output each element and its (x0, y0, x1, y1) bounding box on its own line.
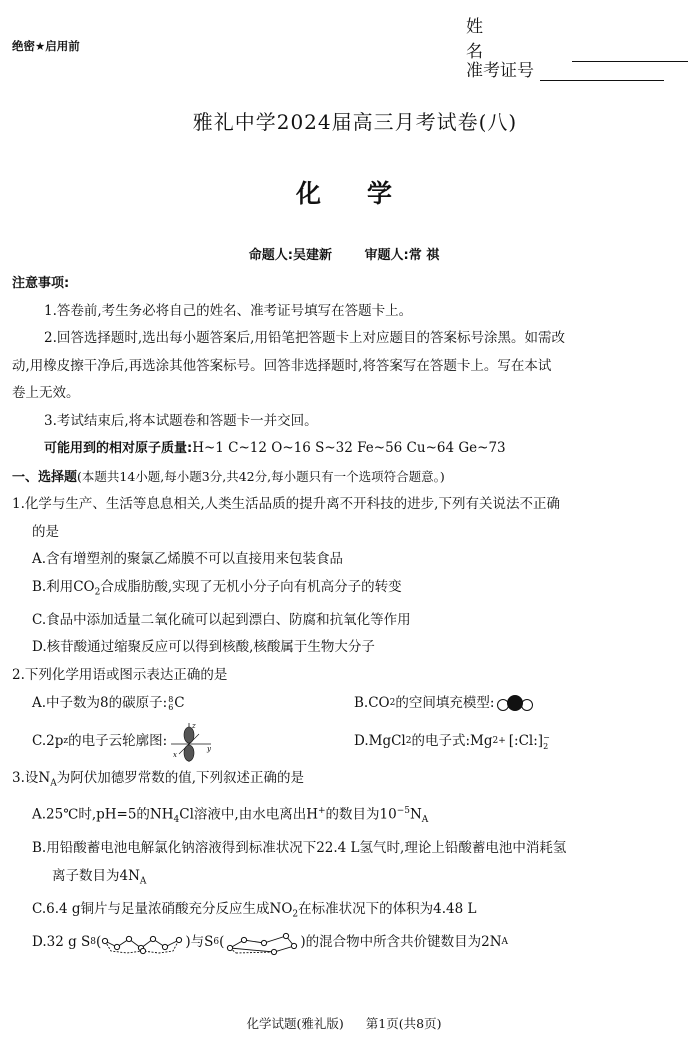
exam-id-label: 准考证号 (466, 61, 534, 81)
student-name-row (466, 12, 688, 62)
footer-page: 第1页(共8页) (365, 1016, 442, 1031)
q1-stem-a: 1.化学与生产、生活等息息相关,人类生活品质的提升离不开科技的进步,下列有关说法不正确 (12, 496, 560, 512)
notice-item-1: 1.答卷前,考生务必将自己的姓名、准考证号填写在答题卡上。 (44, 302, 413, 319)
exam-id-blank (540, 60, 664, 81)
q1-stem-b: 的是 (32, 523, 59, 540)
section-heading (12, 463, 676, 492)
s6-ring-structure (224, 930, 300, 956)
exam-id-row (466, 56, 664, 81)
notice-item-2c: 卷上无效。 (12, 385, 80, 401)
q2-option-c: C.2p z 的电子云轮廓图: z x y (32, 719, 354, 765)
name-label: 姓 名 (466, 17, 505, 62)
nuclide-indices: 8 6 (168, 695, 174, 713)
co2-space-filling-model (494, 694, 536, 714)
q2-option-d: D.MgCl 2 的电子式:Mg 2+ [:Cl:] − 2 (354, 733, 550, 752)
q1-option-d: D.核苷酸通过缩聚反应可以得到核酸,核酸属于生物大分子 (32, 639, 375, 656)
exam-title: 雅礼中学2024届高三月考试卷(八) (192, 110, 518, 134)
notice-item-3: 3.考试结束后,将本试题卷和答题卡一并交回。 (44, 412, 318, 429)
section-note: (本题共14小题,每小题3分,共42分,每小题只有一个选项符合题意。) (77, 468, 445, 484)
s8-ring-structure (101, 931, 185, 955)
q1-option-c: C.食品中添加适量二氧化硫可以起到漂白、防腐和抗氧化等作用 (32, 611, 411, 628)
setter: 命题人:吴建新 (248, 248, 332, 263)
confidential-label: 绝密★启用前 (12, 39, 80, 53)
q3-option-d: D.32 g S 8 ( )与S 6 ( )的混合物中所含共价键数目为2N A (12, 929, 676, 957)
q1-option-b: B.利用$CO_2$合成脂肪酸,实现了无机小分子向有机高分子的转变 (32, 578, 402, 598)
q2-row-cd (12, 719, 676, 765)
page-footer (0, 1014, 688, 1032)
q2-row-ab (12, 689, 676, 719)
section-title: 一、选择题 (12, 469, 78, 485)
footer-title: 化学试题(雅礼版) (246, 1016, 344, 1031)
q3-option-a: A.25℃时,pH=5的$NH_4Cl$溶液中,由水电离出H+的数目为$10^{-5}N_A$ (32, 806, 429, 826)
q3-option-b-line1: B.用铅酸蓄电池电解氯化钠溶液得到标准状况下22.4 L氢气时,理论上铅酸蓄电池中消耗氢 (32, 840, 567, 857)
subject-title: 化学 (295, 179, 438, 208)
q1-option-a: A.含有增塑剂的聚氯乙烯膜不可以直接用来包装食品 (32, 551, 344, 567)
exam-content (12, 270, 676, 956)
authors-line (0, 244, 688, 263)
reviewer: 审题人:常 祺 (364, 248, 440, 263)
2pz-orbital-diagram (167, 720, 213, 764)
atomic-masses-label: 可能用到的相对原子质量: (44, 441, 193, 456)
notice-item-2a: 2.回答选择题时,选出每小题答案后,用铅笔把答题卡上对应题目的答案标号涂黑。如需改 (44, 330, 565, 346)
axis-y-label: y (207, 745, 212, 754)
atomic-masses (12, 435, 676, 463)
q2-option-b: B.CO 2 的空间填充模型: (354, 689, 676, 719)
q3-stem: 3.设$N_A$为阿伏加德罗常数的值,下列叙述正确的是 (12, 770, 304, 789)
q3-option-c: C.6.4 g铜片与足量浓硝酸充分反应生成$NO_2$在标准状况下的体积为4.48 L (32, 900, 477, 920)
axis-z-label: z (192, 722, 196, 731)
notice-item-2b: 动,用橡皮擦干净后,再选涂其他答案标号。回答非选择题时,将答案写在答题卡上。写在本试 (12, 357, 552, 374)
q2-option-a: A.中子数为8的碳原子: 8 6 C (32, 695, 185, 713)
notice-heading: 注意事项: (12, 276, 70, 291)
q3-option-b-line2: 离子数目为$4N_A$ (52, 867, 147, 887)
electron-formula-indices: − 2 (543, 733, 550, 752)
q2-stem: 2.下列化学用语或图示表达正确的是 (12, 666, 228, 683)
axis-x-label: x (173, 751, 178, 760)
atomic-masses-values: H~1 C~12 O~16 S~32 Fe~56 Cu~64 Ge~73 (192, 440, 506, 456)
